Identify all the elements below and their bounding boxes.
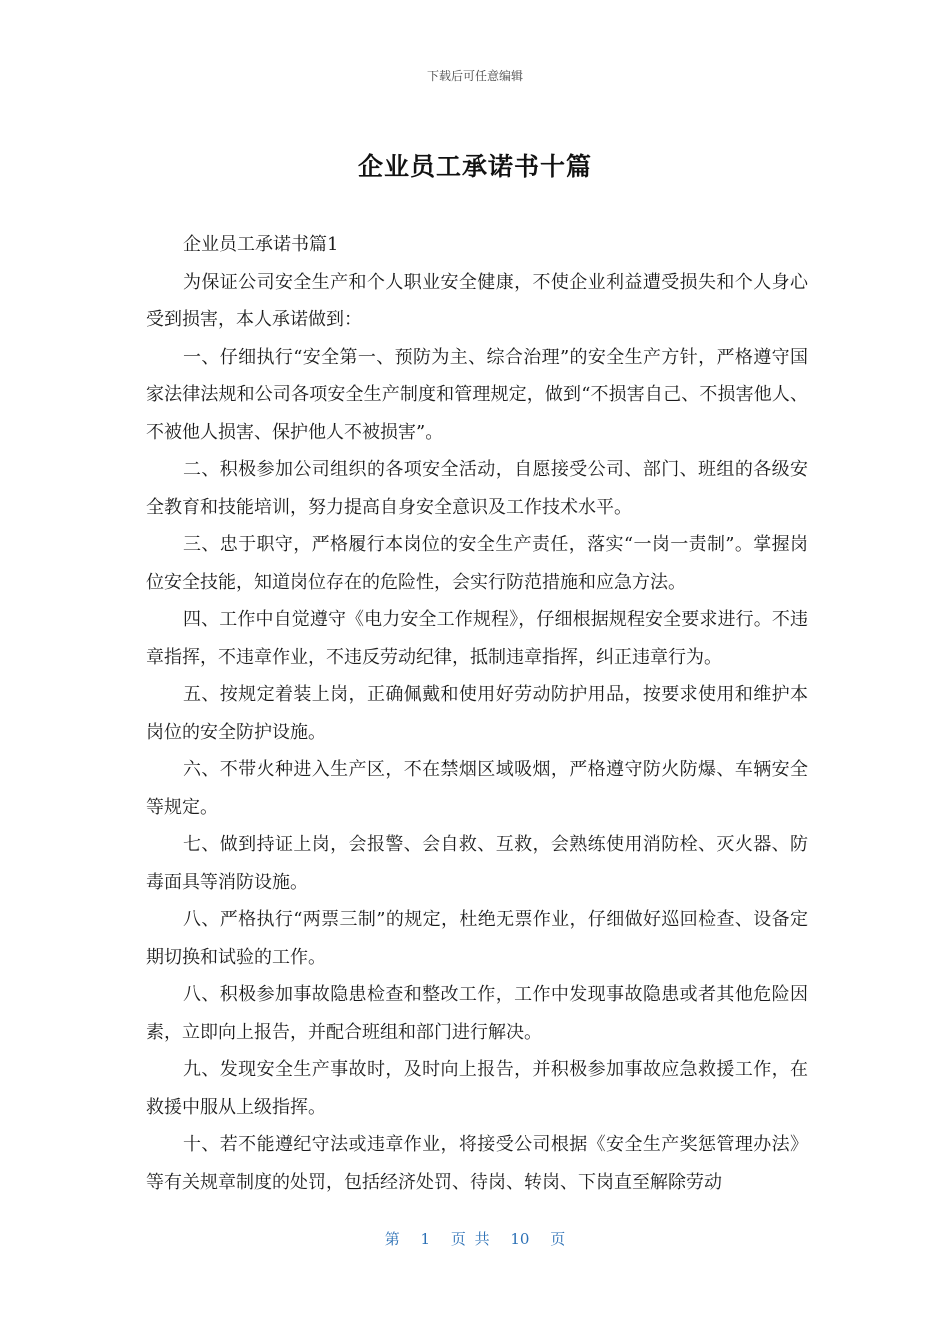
paragraph-item-6: 六、不带火种进入生产区，不在禁烟区域吸烟，严格遵守防火防爆、车辆安全等规定。 — [146, 759, 808, 818]
paragraph-intro: 为保证公司安全生产和个人职业安全健康，不使企业利益遭受损失和个人身心受到损害，本人承诺做到： — [146, 271, 808, 330]
paragraph-item-4: 四、工作中自觉遵守《电力安全工作规程》，仔细根据规程安全要求进行。不违章指挥，不违章作业，不违反劳动纪律，抵制违章指挥，纠正违章行为。 — [146, 609, 808, 668]
paragraph-item-1: 一、仔细执行“安全第一、预防为主、综合治理”的安全生产方针，严格遵守国家法律法规和公司各项安全生产制度和管理规定，做到“不损害自己、不损害他人、不被他人损害、保护他人不被损害”。 — [146, 346, 808, 443]
paragraph-item-2: 二、积极参加公司组织的各项安全活动，自愿接受公司、部门、班组的各级安全教育和技能培训，努力提高自身安全意识及工作技术水平。 — [146, 459, 808, 518]
paragraph-item-8a: 八、严格执行“两票三制”的规定，杜绝无票作业，仔细做好巡回检查、设备定期切换和试验的工作。 — [146, 909, 808, 968]
paragraph-item-9: 九、发现安全生产事故时，及时向上报告，并积极参加事故应急救援工作，在救援中服从上级指挥。 — [146, 1059, 808, 1118]
total-pages-number: 10 — [510, 1230, 530, 1248]
paragraph-section-heading: 企业员工承诺书篇1 — [183, 234, 339, 255]
current-page-number: 1 — [420, 1230, 431, 1248]
paragraph-item-8b: 八、积极参加事故隐患检查和整改工作，工作中发现事故隐患或者其他危险因素，立即向上报告，并配合班组和部门进行解决。 — [146, 984, 808, 1043]
paragraph-item-5: 五、按规定着装上岗，正确佩戴和使用好劳动防护用品，按要求使用和维护本岗位的安全防护设施。 — [146, 684, 808, 743]
paragraph-item-7: 七、做到持证上岗，会报警、会自救、互救，会熟练使用消防栓、灭火器、防毒面具等消防设施。 — [146, 834, 808, 893]
header-note: 下载后可任意编辑 — [426, 69, 523, 83]
page-label-prefix: 第 — [384, 1230, 400, 1248]
page-footer — [0, 1228, 950, 1249]
paragraph-item-3: 三、忠于职守，严格履行本岗位的安全生产责任，落实“一岗一责制”。掌握岗位安全技能，知道岗位存在的危险性，会实行防范措施和应急方法。 — [146, 534, 808, 593]
document-title: 企业员工承诺书十篇 — [357, 152, 592, 181]
page-label-mid: 页 共 — [450, 1230, 490, 1248]
paragraph-item-10: 十、若不能遵纪守法或违章作业，将接受公司根据《安全生产奖惩管理办法》等有关规章制度的处罚，包括经济处罚、待岗、转岗、下岗直至解除劳动 — [146, 1134, 808, 1193]
page-label-suffix: 页 — [550, 1230, 566, 1248]
document-body — [146, 226, 808, 1201]
